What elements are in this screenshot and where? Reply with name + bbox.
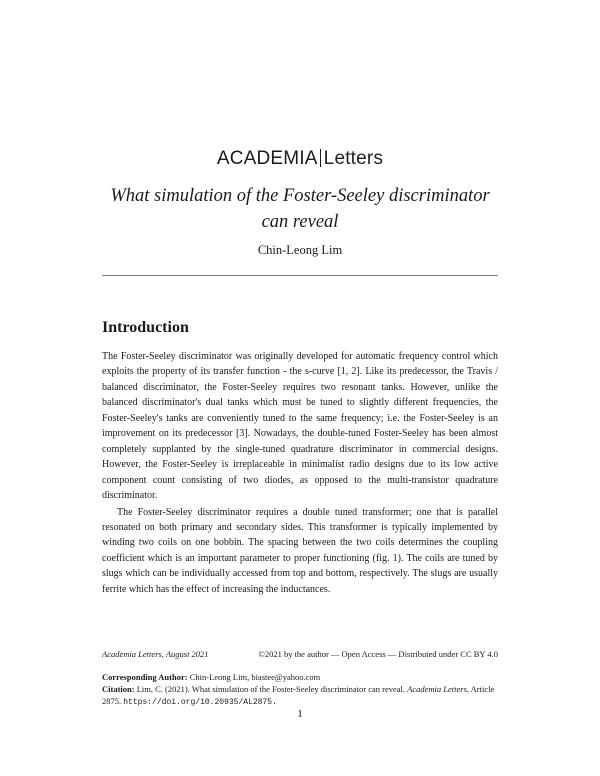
title-divider <box>102 275 498 276</box>
citation <box>102 683 502 709</box>
corresponding-value: Chin-Leong Lim, biastee@yahoo.com <box>189 672 321 682</box>
footer-metadata <box>102 671 502 709</box>
paragraph: The Foster-Seeley discriminator was originally developed for automatic frequency control which exploits the property of its transfer function - the s-curve [1, 2]. Like its predecessor, the Travis / balanced discriminator, the Foster-Seeley requires two resonant tanks. However, unlike the balanced discriminator's dual tanks which must be tuned to slightly different frequencies, the Foster-Seeley's tanks are conveniently tuned to the same frequency; i.e. the Foster-Seeley is an improvement on its predecessor [3]. Nowadays, the double-tuned Foster-Seeley has been almost completely supplanted by the single-tuned quadrature discriminator in commercial designs. However, the Foster-Seeley is irreplaceable in minimalist radio designs due to its low active component count consisting of two diodes, as opposed to the multi-transistor quadrature discriminator. <box>102 351 498 502</box>
brand-suffix: Letters <box>323 148 384 169</box>
body-text <box>102 349 498 597</box>
citation-article: Article 2875. <box>102 684 495 706</box>
citation-journal: Academia Letters, <box>407 684 470 694</box>
citation-text: Lim, C. (2021). What simulation of the Foster-Seeley discriminator can reveal. <box>136 684 406 694</box>
citation-label: Citation: <box>102 684 135 694</box>
page-number: 1 <box>297 708 303 720</box>
doi-link[interactable]: https://doi.org/10.20935/AL2875. <box>123 698 277 707</box>
journal-brand <box>0 148 600 170</box>
brand-divider <box>320 149 321 167</box>
footer-journal: Academia Letters, August 2021 <box>102 649 209 659</box>
corresponding-author <box>102 671 502 683</box>
paragraph: The Foster-Seeley discriminator requires a double tuned transformer; one that is parallel resonated on both primary and secondary sides. This transformer is typically implemented by winding two coils on one bobbin. The spacing between the two coils determines the coupling coefficient which is an important parameter to proper functioning (fig. 1). The coils are tuned by slugs which can be individually accessed from top and bottom, respectively. The slugs are usually ferrite which has the effect of increasing the inductances. <box>102 506 498 595</box>
section-heading: Introduction <box>102 319 189 336</box>
author-name: Chin-Leong Lim <box>257 243 343 257</box>
brand-name: ACADEMIA <box>216 148 318 169</box>
paper-title: What simulation of the Foster-Seeley discriminator can reveal <box>110 186 490 232</box>
footer-license: ©2021 by the author — Open Access — Distributed under CC BY 4.0 <box>258 649 498 659</box>
corresponding-label: Corresponding Author: <box>102 672 188 682</box>
footer-line <box>102 649 498 659</box>
